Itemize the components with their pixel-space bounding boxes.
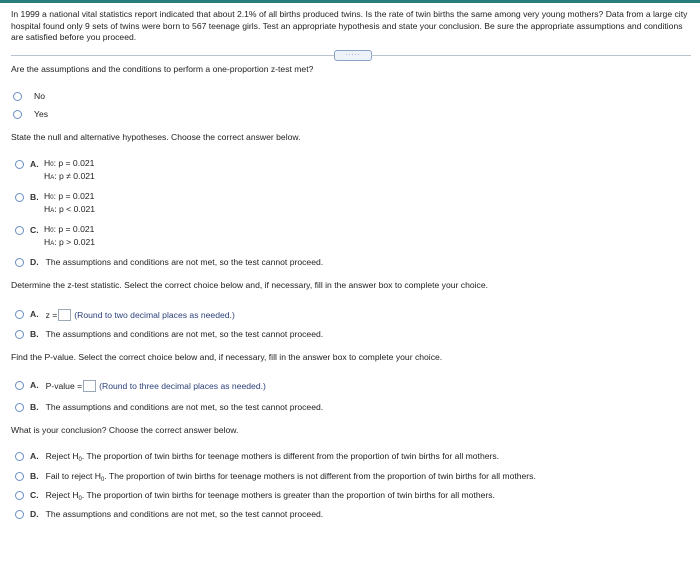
conclusion-option-c[interactable] (15, 490, 495, 502)
radio-button[interactable] (15, 310, 24, 319)
option-text: The assumptions and conditions are not met, so the test cannot proceed. (45, 402, 324, 412)
radio-button[interactable] (15, 226, 24, 235)
option-text (46, 380, 266, 392)
radio-button[interactable] (15, 491, 24, 500)
option-letter: D. (30, 257, 39, 267)
option-letter: A. (30, 380, 39, 390)
z-answer-box[interactable] (58, 309, 71, 321)
hypothesis-option-c[interactable] (15, 225, 39, 235)
section-divider-left (11, 55, 334, 56)
radio-button[interactable] (13, 92, 22, 101)
option-label: Yes (34, 109, 49, 119)
option-letter: D. (30, 509, 39, 519)
p-value-label: P-value = (45, 381, 83, 391)
collapse-toggle-button[interactable]: ····· (334, 50, 372, 61)
hypothesis-option-d[interactable] (15, 257, 323, 267)
option-letter: A. (30, 159, 39, 169)
hypothesis-a-ha: HA: p ≠ 0.021 (44, 171, 95, 181)
option-text: Reject $H_0$. The proportion of twin births for teenage mothers is different from the proportion of twin births for all mothers. (45, 451, 500, 463)
option-letter: A. (30, 451, 39, 461)
hypothesis-option-b[interactable] (15, 192, 39, 202)
rounding-hint: (Round to three decimal places as needed.) (99, 381, 266, 391)
option-letter: A. (30, 309, 39, 319)
hypothesis-b-h0: H0: p = 0.021 (44, 191, 95, 201)
option-text: The assumptions and conditions are not met, so the test cannot proceed. (45, 329, 324, 339)
hypothesis-b-ha: HA: p < 0.021 (44, 204, 96, 214)
option-letter: B. (30, 402, 39, 412)
radio-button[interactable] (13, 110, 22, 119)
hypothesis-a-h0: H0: p = 0.021 (44, 158, 95, 168)
option-letter: C. (30, 225, 39, 235)
option-letter: B. (30, 192, 39, 202)
hypothesis-c-h0: H0: p = 0.021 (44, 224, 95, 234)
conclusion-option-a[interactable] (15, 451, 499, 463)
radio-button[interactable] (15, 193, 24, 202)
conclusion-option-d[interactable] (15, 509, 323, 519)
option-text: The assumptions and conditions are not met, so the test cannot proceed. (45, 509, 324, 519)
radio-button[interactable] (15, 510, 24, 519)
question-hypotheses: State the null and alternative hypotheses. Choose the correct answer below. (11, 132, 301, 142)
top-accent-bar (0, 0, 700, 3)
section-divider-right (371, 55, 691, 56)
hypothesis-c-ha: HA: p > 0.021 (44, 237, 96, 247)
option-text (46, 309, 235, 321)
z-option-b[interactable] (15, 329, 323, 339)
radio-button[interactable] (15, 403, 24, 412)
p-option-a[interactable] (15, 380, 266, 392)
z-option-a[interactable] (15, 309, 235, 321)
rounding-hint: (Round to two decimal places as needed.) (74, 310, 235, 320)
question-assumptions: Are the assumptions and the conditions to perform a one-proportion z-test met? (11, 64, 314, 74)
radio-button[interactable] (15, 472, 24, 481)
problem-statement: In 1999 a national vital statistics report indicated that about 2.1% of all births produced twins. Is the rate of twin births the same among very young mothers? Data from a large city hospital found only 9 sets of twins were born to 567 teenage girls. Test an appropriate hypothesis and state your conclusion. Be sure the appropriate assumptions and conditions are satisfied before you proceed. (11, 9, 688, 42)
option-letter: B. (30, 471, 39, 481)
question-p-value: Find the P-value. Select the correct choice below and, if necessary, fill in the answer box to complete your choice. (11, 352, 443, 362)
question-conclusion: What is your conclusion? Choose the correct answer below. (11, 425, 239, 435)
option-yes[interactable] (13, 109, 48, 119)
option-no[interactable] (13, 91, 45, 101)
option-letter: B. (30, 329, 39, 339)
option-text: The assumptions and conditions are not met, so the test cannot proceed. (45, 257, 324, 267)
hypothesis-option-a[interactable] (15, 159, 39, 169)
option-label: No (34, 91, 45, 101)
p-value-answer-box[interactable] (83, 380, 96, 392)
radio-button[interactable] (15, 330, 24, 339)
radio-button[interactable] (15, 452, 24, 461)
option-text: Fail to reject $H_0$. The proportion of twin births for teenage mothers is not different from the proportion of twin births for all mothers. (45, 471, 536, 483)
radio-button[interactable] (15, 160, 24, 169)
question-z-statistic: Determine the z-test statistic. Select the correct choice below and, if necessary, fill in the answer box to complete your choice. (11, 280, 489, 290)
conclusion-option-b[interactable] (15, 471, 536, 483)
radio-button[interactable] (15, 258, 24, 267)
radio-button[interactable] (15, 381, 24, 390)
option-text: Reject $H_0$. The proportion of twin births for teenage mothers is greater than the proportion of twin births for all mothers. (45, 490, 495, 502)
z-label: z = (45, 310, 58, 320)
p-option-b[interactable] (15, 402, 323, 412)
option-letter: C. (30, 490, 39, 500)
